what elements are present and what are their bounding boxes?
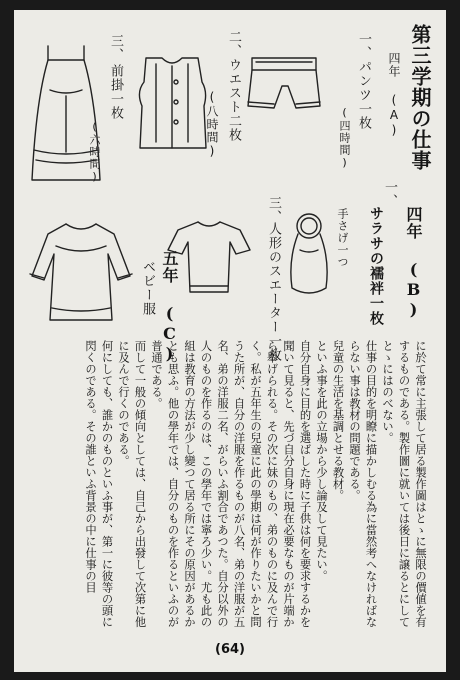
- body-paragraph: 兒童の生活を基調とせる教材。: [331, 340, 345, 501]
- waist-illustration: [132, 52, 212, 152]
- grade-b-label: 四年 (B): [404, 206, 423, 320]
- item-apron-time: (六時間): [88, 120, 101, 184]
- grade-c-label: 五年 (C): [160, 250, 179, 364]
- item-pants-marker: 一、: [356, 32, 371, 60]
- item-waist-time: (八時間): [205, 90, 219, 159]
- item-waist-label: ウエスト二枚: [226, 58, 241, 142]
- item-sweater-marker: 三、: [266, 196, 281, 224]
- body-paragraph: 何にしても、誰かのものといふ事が、第一に彼等の頭に閃くのである。その誰といふ背景の中に仕事の目: [84, 340, 114, 628]
- item-pants-time: (四時間): [338, 106, 351, 170]
- body-paragraph: といふ事を此の立場から少し論及して見たい。: [315, 340, 328, 582]
- pants-illustration: [244, 52, 324, 128]
- item-apron-marker: 三、: [108, 34, 123, 62]
- page-number: (64): [215, 642, 245, 657]
- body-paragraph: 自分自身に目的を選ばした時に子供は何を要求するかを聞いて見ると、先づ自分自身に現在必要なものが片端から舉げられる。その次に妹のもの、弟のものに及んで行く。私が五年生の兒童に此の學期は何が作りたいかと問うた所が、自分の洋服を作るものが八名、弟の洋服が五名、弟の洋服二名、がらいふ割合であつた。自分以外の人のものを作るのは、この學年では寧ろ少い。尤も此の組は教育の方法が少し變つて居る所にその原因があるかとも思ふ。他の學年では、自分のものを作るといふのが普通である。: [150, 340, 312, 628]
- baby-dress-illustration: [26, 216, 136, 326]
- body-text: [32, 340, 428, 632]
- body-paragraph: に於て常に主張して居る製作圖はとゝに無限の價値を有するものである。製作圖に就いては後日に譲るとにしてとゝにはのべない。: [381, 340, 427, 628]
- body-paragraph: 而して一般の傾向としては、自己から出發して次第に他に及んで行くのである。: [117, 340, 147, 628]
- item-pants-label: パンツ一枚: [356, 60, 371, 130]
- item-juban-marker: 一、: [382, 180, 397, 208]
- item-juban-label: サラサの襦袢一枚: [368, 206, 384, 326]
- page-title: 第三学期の仕事: [408, 24, 432, 171]
- grade-a-label: 四年 (A): [387, 52, 401, 138]
- item-waist-marker: 二、: [226, 30, 241, 58]
- document-page: [14, 10, 446, 672]
- apron-illustration: [26, 40, 106, 188]
- item-handbag-label: 手さげ一つ: [336, 208, 349, 268]
- item-baby-clothes-label: ベビー服: [140, 260, 155, 316]
- body-paragraph: 仕事の目的を明瞭に描かしむる為に當然考へなければならない事は教材の問題である。: [348, 340, 378, 628]
- item-sweater-label: 人形のスエーター一枚: [266, 222, 281, 362]
- item-apron-label: 前掛一枚: [108, 64, 123, 120]
- handbag-illustration: [284, 210, 334, 300]
